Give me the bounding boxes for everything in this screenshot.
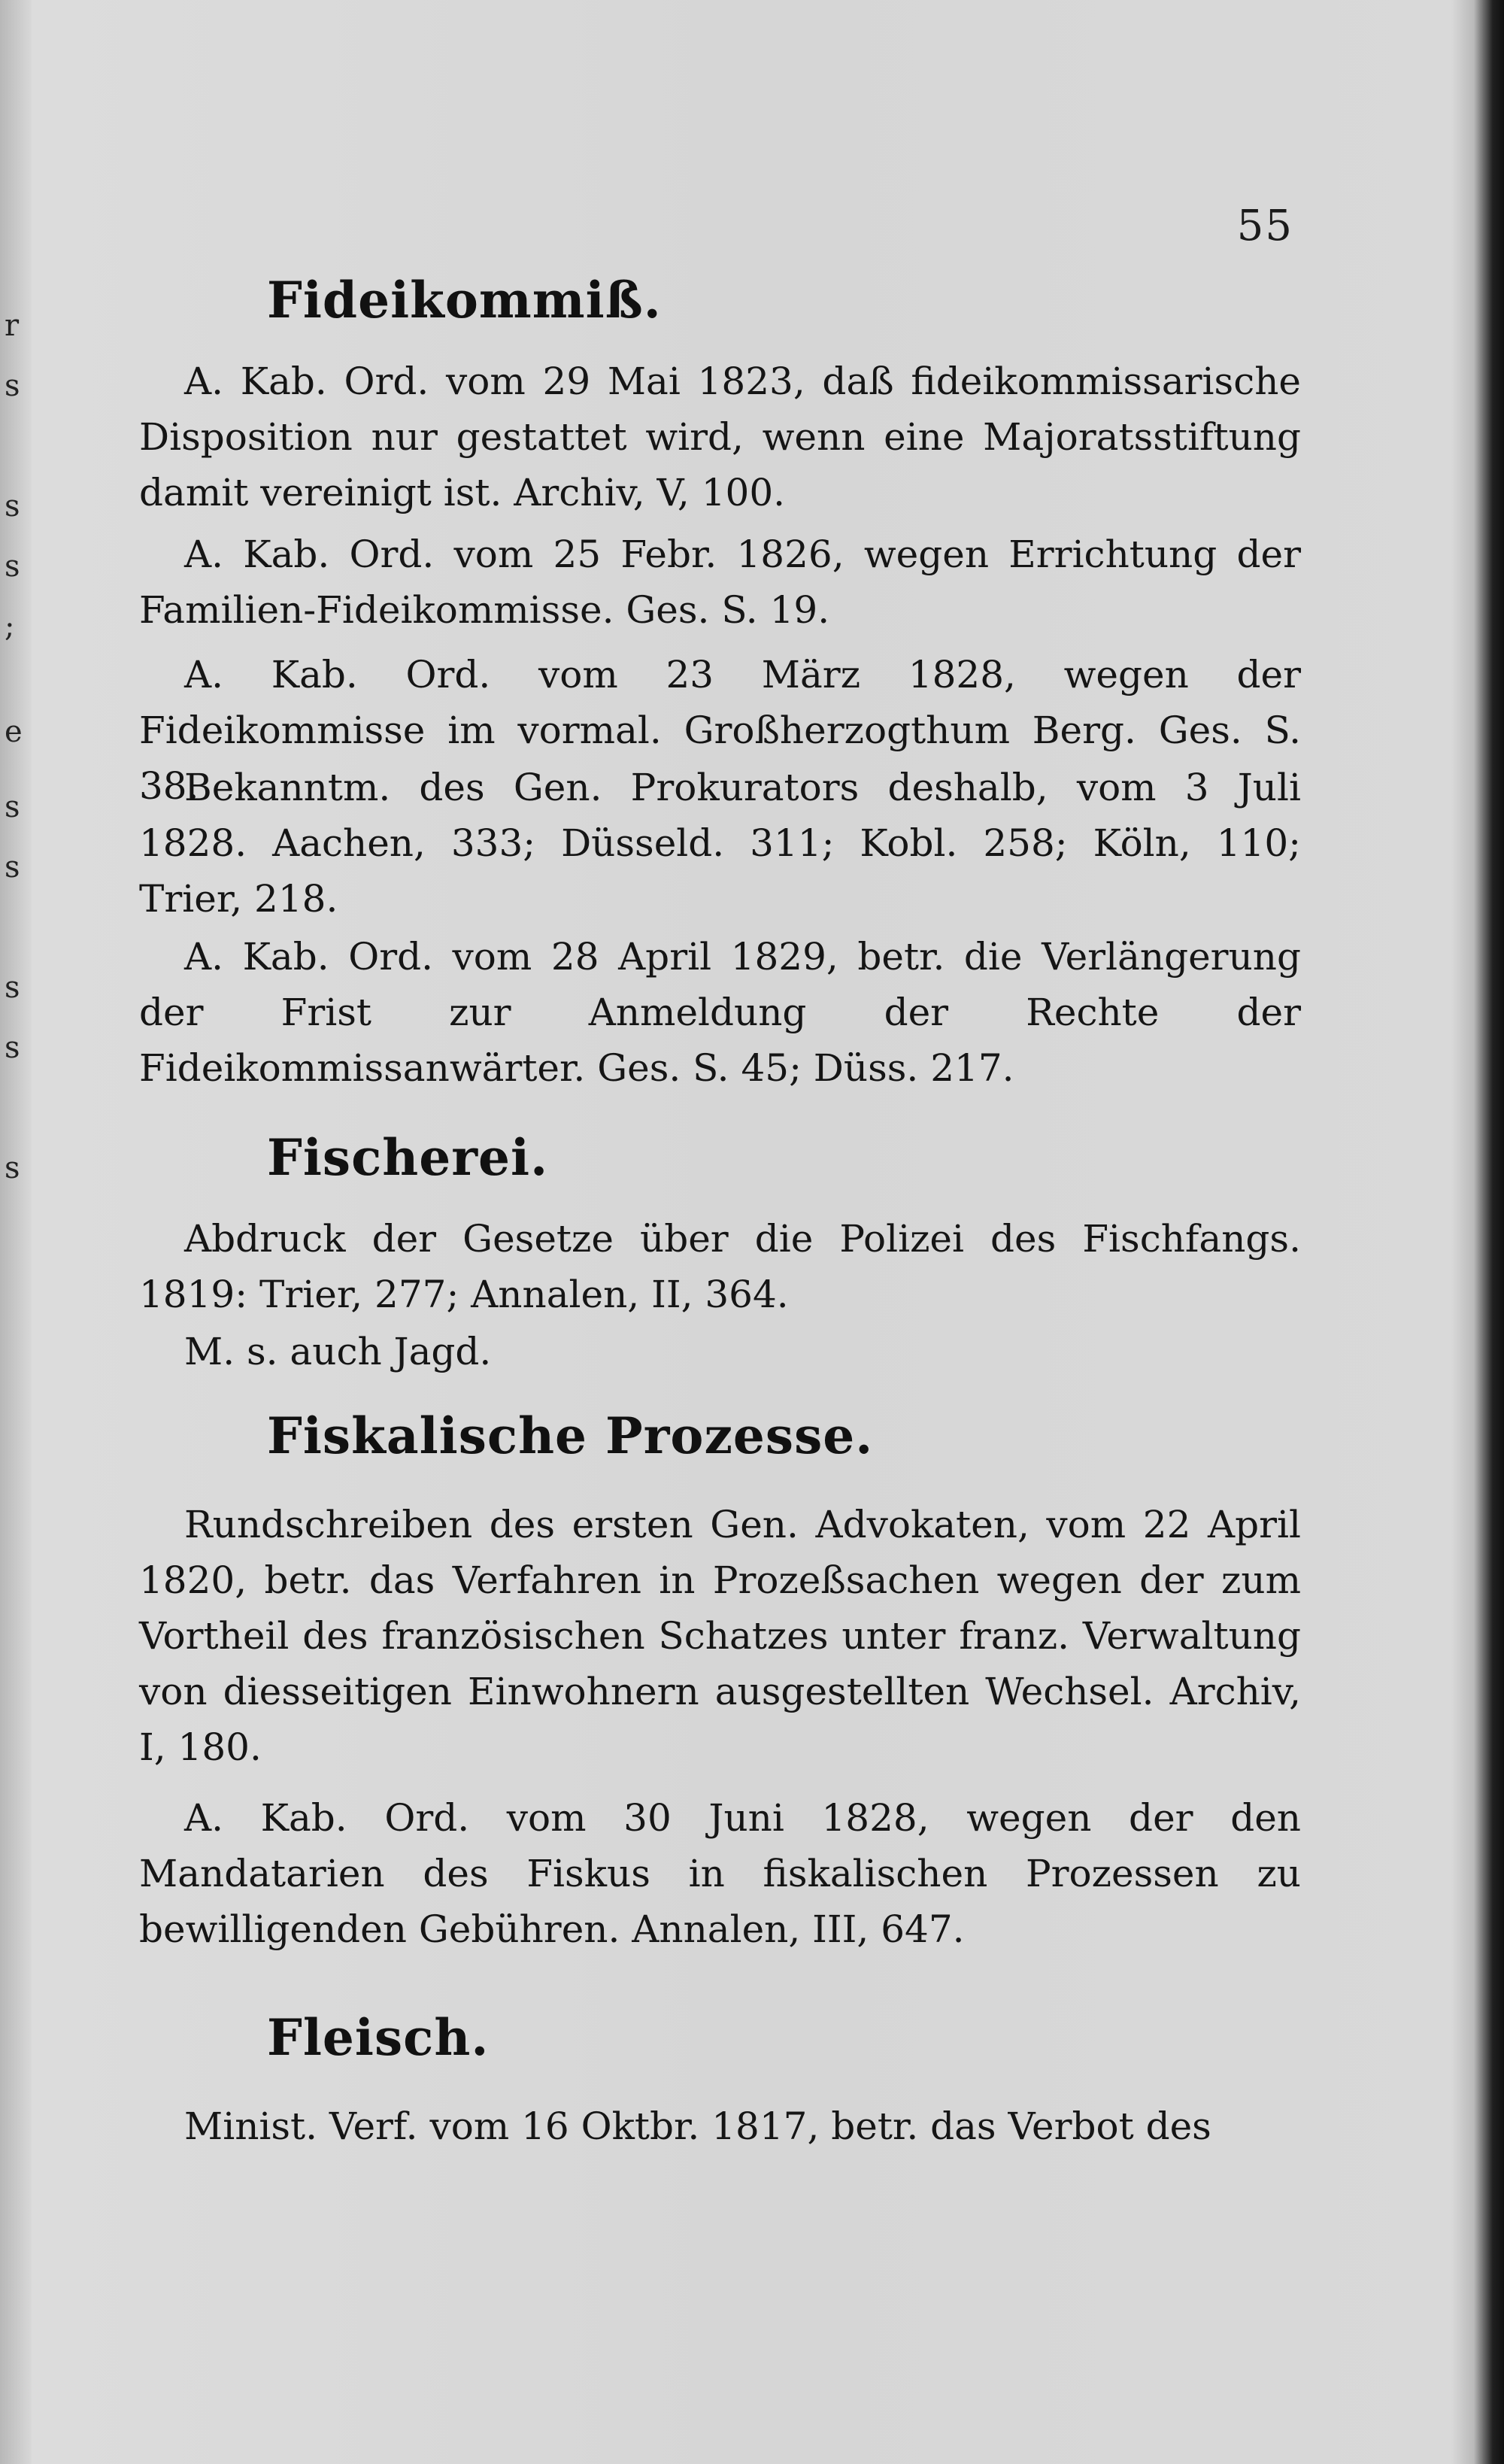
- page-number: 55: [1236, 202, 1293, 250]
- section-heading-fischerei: Fischerei.: [267, 1128, 549, 1187]
- entry-text: M. s. auch Jagd.: [184, 1330, 492, 1373]
- margin-glyph: s: [5, 850, 20, 885]
- entry-text: A. Kab. Ord. vom 25 Febr. 1826, wegen Errichtung der Familien-Fideikommisse. Ges. S. 19.: [139, 533, 1301, 632]
- entry-text: Rundschreiben des ersten Gen. Advokaten, vom 22 April 1820, betr. das Verfahren in Prozeßsachen wegen der zum Vortheil des französischen Schatzes unter franz. Verwaltung von diesseitigen Einwohnern ausgestellten Wechsel. Archiv, I, 180.: [139, 1503, 1301, 1769]
- section-heading-fideikommiss: Fideikommiß.: [267, 271, 662, 329]
- entry-text: A. Kab. Ord. vom 29 Mai 1823, daß fideikommissarische Disposition nur gestattet wird, wenn eine Majoratsstiftung damit vereinigt ist. Archiv, V, 100.: [139, 360, 1301, 514]
- entry-paragraph: [139, 1790, 1301, 1963]
- entry-text: A. Kab. Ord. vom 30 Juni 1828, wegen der den Mandatarien des Fiskus in fiskalischen Prozessen zu bewilligenden Gebühren. Annalen, III, 647.: [139, 1796, 1301, 1951]
- section-heading-fleisch: Fleisch.: [267, 2008, 490, 2067]
- entry-paragraph: [139, 354, 1301, 519]
- entry-text: A. Kab. Ord. vom 28 April 1829, betr. die Verlängerung der Frist zur Anmeldung der Rechte der Fideikommissanwärter. Ges. S. 45; Düss. 217.: [139, 935, 1301, 1090]
- entry-paragraph: [139, 760, 1301, 925]
- entry-text: Minist. Verf. vom 16 Oktbr. 1817, betr. das Verbot des: [184, 2104, 1211, 2148]
- margin-glyph: s: [5, 970, 20, 1005]
- entry-text: Abdruck der Gesetze über die Polizei des Fischfangs. 1819: Trier, 277; Annalen, II, 364.: [139, 1217, 1301, 1316]
- margin-glyph: s: [5, 489, 20, 523]
- entry-paragraph: [139, 1211, 1301, 1324]
- margin-glyph: r: [5, 308, 20, 343]
- margin-glyph: e: [5, 715, 23, 749]
- entry-paragraph: [139, 526, 1301, 639]
- margin-glyph: s: [5, 1151, 20, 1185]
- margin-glyph: s: [5, 369, 20, 403]
- margin-glyph: s: [5, 1030, 20, 1065]
- margin-glyph: s: [5, 790, 20, 824]
- entry-paragraph: [139, 1324, 1301, 1384]
- previous-page-edge: [0, 0, 32, 2464]
- entry-paragraph: [139, 929, 1301, 1094]
- entry-text: Bekanntm. des Gen. Prokurators deshalb, vom 3 Juli 1828. Aachen, 333; Düsseld. 311; Kobl. 258; Köln, 110; Trier, 218.: [139, 766, 1301, 921]
- margin-glyph: ;: [5, 609, 15, 644]
- margin-glyph: s: [5, 549, 20, 584]
- entry-text: A. Kab. Ord. vom 23 März 1828, wegen der Fideikommisse im vormal. Großherzogthum Berg. Ges. S. 38.: [139, 653, 1301, 808]
- section-heading-fiskalische-prozesse: Fiskalische Prozesse.: [267, 1406, 874, 1465]
- entry-paragraph: [139, 1497, 1301, 1775]
- entry-paragraph: [139, 2098, 1301, 2159]
- entry-paragraph: [139, 647, 1301, 808]
